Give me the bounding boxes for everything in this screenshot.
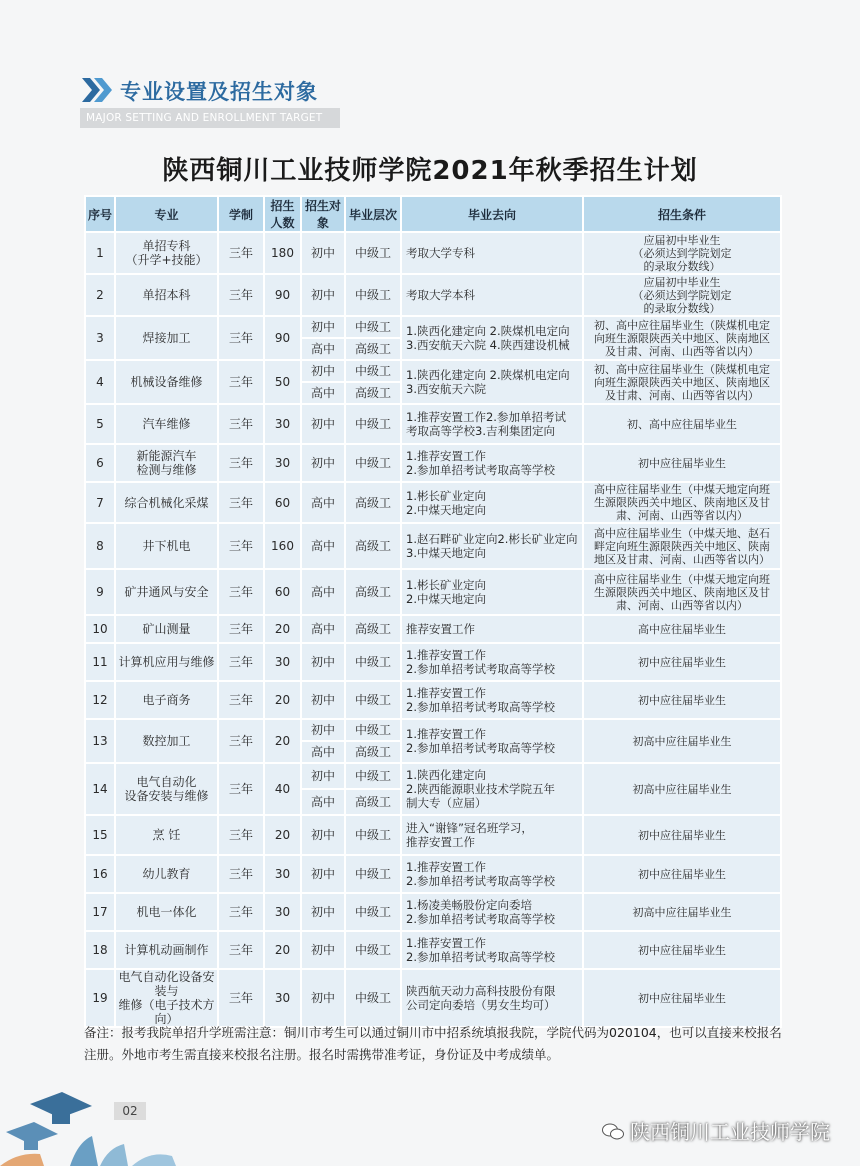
cell-number: 3: [85, 316, 115, 360]
cell-number: 8: [85, 523, 115, 569]
cell-major: 电气自动化设备安装与 维修（电子技术方向）: [115, 969, 218, 1027]
enrollment-table: [84, 195, 782, 1028]
cell-conditions: 初高中应往届毕业生: [583, 719, 781, 763]
cell-number: 19: [85, 969, 115, 1027]
cell-conditions: 初中应往届毕业生: [583, 444, 781, 482]
cell-major: 新能源汽车 检测与维修: [115, 444, 218, 482]
table-row: [85, 444, 781, 482]
cell-years: 三年: [218, 274, 264, 316]
table-row: [85, 969, 781, 1027]
cell-major: 电子商务: [115, 681, 218, 719]
column-header: 招生人数: [264, 196, 301, 232]
cell-destination: 1.陕西化建定向 2.陕煤机电定向 3.西安航天六院: [401, 360, 583, 404]
cell-major: 综合机械化采煤: [115, 482, 218, 523]
cell-level: 中级工: [345, 404, 401, 444]
cell-destination: 推荐安置工作: [401, 615, 583, 643]
cell-conditions: 初、高中应往届毕业生（陕煤机电定 向班生源限陕西关中地区、陕南地区 及甘肃、河南、山西等省以内）: [583, 360, 781, 404]
cell-target: 初中: [301, 444, 345, 482]
cell-number: 4: [85, 360, 115, 404]
cell-count: 60: [264, 569, 301, 615]
cell-conditions: 应届初中毕业生 （必须达到学院划定 的录取分数线）: [583, 274, 781, 316]
footnote: 备注：报考我院单招升学班需注意：铜川市考生可以通过铜川市中招系统填报我院，学院代码为020104，也可以直接来校报名注册。外地市考生需直接来校报名注册。报名时需携带准考证，身份证及中考成绩单。: [84, 1025, 782, 1062]
cell-conditions: 初、高中应往届毕业生（陕煤机电定 向班生源限陕西关中地区、陕南地区 及甘肃、河南、山西等省以内）: [583, 316, 781, 360]
table-row: [85, 482, 781, 523]
cell-level: 中级工: [345, 232, 401, 274]
cell-level: 中级工: [345, 719, 401, 741]
cell-number: 10: [85, 615, 115, 643]
cell-level: 高级工: [345, 382, 401, 404]
cell-number: 7: [85, 482, 115, 523]
table-row: [85, 360, 781, 382]
cell-destination: 1.推荐安置工作 2.参加单招考试考取高等学校: [401, 855, 583, 893]
cell-major: 矿井通风与安全: [115, 569, 218, 615]
page-number: 02: [114, 1102, 146, 1120]
cell-destination: 1.推荐安置工作 2.参加单招考试考取高等学校: [401, 681, 583, 719]
cell-count: 30: [264, 643, 301, 681]
cell-target: 初中: [301, 274, 345, 316]
cell-conditions: 应届初中毕业生 （必须达到学院划定 的录取分数线）: [583, 232, 781, 274]
cell-target: 初中: [301, 969, 345, 1027]
column-header: 专业: [115, 196, 218, 232]
table-row: [85, 893, 781, 931]
table-header-row: [85, 196, 781, 232]
cell-count: 60: [264, 482, 301, 523]
cell-destination: 1.杨凌美畅股份定向委培 2.参加单招考试考取高等学校: [401, 893, 583, 931]
wechat-icon: [602, 1123, 624, 1141]
column-header: 毕业去向: [401, 196, 583, 232]
cell-major: 数控加工: [115, 719, 218, 763]
cell-level: 中级工: [345, 444, 401, 482]
cell-destination: 1.陕西化建定向 2.陕西能源职业技术学院五年 制大专（应届）: [401, 763, 583, 815]
cell-number: 12: [85, 681, 115, 719]
table-row: [85, 569, 781, 615]
cell-level: 中级工: [345, 643, 401, 681]
column-header: 序号: [85, 196, 115, 232]
cell-number: 17: [85, 893, 115, 931]
table-row: [85, 815, 781, 855]
page-title: 陕西铜川工业技师学院2021年秋季招生计划: [162, 156, 698, 186]
cell-conditions: 高中应往届毕业生（中煤天地定向班 生源限陕西关中地区、陕南地区及甘 肃、河南、山西等省以内）: [583, 482, 781, 523]
cell-level: 中级工: [345, 815, 401, 855]
cell-count: 20: [264, 681, 301, 719]
cell-conditions: 高中应往届毕业生: [583, 615, 781, 643]
cell-number: 5: [85, 404, 115, 444]
cell-major: 机电一体化: [115, 893, 218, 931]
cell-count: 40: [264, 763, 301, 815]
cell-conditions: 初中应往届毕业生: [583, 815, 781, 855]
cell-level: 高级工: [345, 569, 401, 615]
cell-level: 高级工: [345, 789, 401, 815]
table-row: [85, 681, 781, 719]
cell-years: 三年: [218, 969, 264, 1027]
cell-level: 高级工: [345, 482, 401, 523]
cell-count: 30: [264, 444, 301, 482]
cell-years: 三年: [218, 615, 264, 643]
cell-number: 9: [85, 569, 115, 615]
cell-number: 18: [85, 931, 115, 969]
cell-years: 三年: [218, 482, 264, 523]
cell-number: 15: [85, 815, 115, 855]
watermark-text: 陕西铜川工业技师学院: [630, 1120, 830, 1144]
cell-target: 初中: [301, 719, 345, 741]
cell-count: 160: [264, 523, 301, 569]
cell-major: 烹 饪: [115, 815, 218, 855]
cell-years: 三年: [218, 643, 264, 681]
cell-level: 中级工: [345, 763, 401, 789]
cell-years: 三年: [218, 931, 264, 969]
table-row: [85, 615, 781, 643]
cell-major: 机械设备维修: [115, 360, 218, 404]
cell-destination: 考取大学本科: [401, 274, 583, 316]
cell-major: 井下机电: [115, 523, 218, 569]
cell-years: 三年: [218, 681, 264, 719]
table-row: [85, 274, 781, 316]
cell-conditions: 初中应往届毕业生: [583, 931, 781, 969]
cell-destination: 1.彬长矿业定向 2.中煤天地定向: [401, 482, 583, 523]
cell-destination: 1.推荐安置工作 2.参加单招考试考取高等学校: [401, 931, 583, 969]
table-row: [85, 523, 781, 569]
cell-count: 30: [264, 969, 301, 1027]
cell-destination: 陕西航天动力高科技股份有限 公司定向委培（男女生均可）: [401, 969, 583, 1027]
cell-years: 三年: [218, 719, 264, 763]
section-subtitle: MAJOR SETTING AND ENROLLMENT TARGET: [80, 108, 340, 128]
cell-target: 初中: [301, 815, 345, 855]
cell-years: 三年: [218, 523, 264, 569]
cell-target: 初中: [301, 763, 345, 789]
cell-number: 14: [85, 763, 115, 815]
cell-target: 初中: [301, 316, 345, 338]
cell-target: 初中: [301, 931, 345, 969]
cell-number: 13: [85, 719, 115, 763]
cell-years: 三年: [218, 815, 264, 855]
cell-target: 初中: [301, 855, 345, 893]
cell-destination: 1.陕西化建定向 2.陕煤机电定向 3.西安航天六院 4.陕西建设机械: [401, 316, 583, 360]
cell-conditions: 高中应往届毕业生（中煤天地、赵石 畔定向班生源限陕西关中地区、陕南 地区及甘肃、河南、山西等省以内）: [583, 523, 781, 569]
table-row: [85, 404, 781, 444]
cell-conditions: 初、高中应往届毕业生: [583, 404, 781, 444]
cell-major: 焊接加工: [115, 316, 218, 360]
cell-target: 初中: [301, 681, 345, 719]
cell-target: 初中: [301, 404, 345, 444]
cell-destination: 进入“谢锋”冠名班学习， 推荐安置工作: [401, 815, 583, 855]
table-body: [85, 232, 781, 1027]
table-row: [85, 855, 781, 893]
cell-count: 30: [264, 404, 301, 444]
cell-target: 初中: [301, 360, 345, 382]
cell-target: 高中: [301, 569, 345, 615]
cell-major: 单招专科 （升学+技能）: [115, 232, 218, 274]
cell-years: 三年: [218, 855, 264, 893]
cell-number: 2: [85, 274, 115, 316]
cell-destination: 1.彬长矿业定向 2.中煤天地定向: [401, 569, 583, 615]
cell-level: 中级工: [345, 931, 401, 969]
cell-number: 16: [85, 855, 115, 893]
cell-level: 高级工: [345, 741, 401, 763]
cell-conditions: 初中应往届毕业生: [583, 855, 781, 893]
cell-major: 计算机动画制作: [115, 931, 218, 969]
cell-target: 高中: [301, 789, 345, 815]
cell-level: 中级工: [345, 681, 401, 719]
cell-major: 单招本科: [115, 274, 218, 316]
cell-major: 汽车维修: [115, 404, 218, 444]
cell-conditions: 初高中应往届毕业生: [583, 893, 781, 931]
cell-number: 6: [85, 444, 115, 482]
cell-count: 20: [264, 615, 301, 643]
cell-count: 20: [264, 815, 301, 855]
cell-years: 三年: [218, 893, 264, 931]
cell-count: 50: [264, 360, 301, 404]
cell-years: 三年: [218, 569, 264, 615]
cell-target: 高中: [301, 523, 345, 569]
cell-count: 20: [264, 719, 301, 763]
cell-level: 高级工: [345, 338, 401, 360]
cell-years: 三年: [218, 360, 264, 404]
cell-destination: 1.推荐安置工作 2.参加单招考试考取高等学校: [401, 719, 583, 763]
cell-count: 20: [264, 931, 301, 969]
cell-conditions: 初高中应往届毕业生: [583, 763, 781, 815]
cell-number: 1: [85, 232, 115, 274]
cell-years: 三年: [218, 444, 264, 482]
cell-level: 中级工: [345, 274, 401, 316]
cell-years: 三年: [218, 763, 264, 815]
cell-conditions: 初中应往届毕业生: [583, 969, 781, 1027]
table-row: [85, 316, 781, 338]
section-title: 专业设置及招生对象: [120, 80, 318, 104]
cell-level: 高级工: [345, 523, 401, 569]
cell-conditions: 初中应往届毕业生: [583, 643, 781, 681]
cell-count: 90: [264, 274, 301, 316]
column-header: 学制: [218, 196, 264, 232]
table-row: [85, 643, 781, 681]
table-row: [85, 719, 781, 741]
cell-number: 11: [85, 643, 115, 681]
table-row: [85, 931, 781, 969]
cell-years: 三年: [218, 404, 264, 444]
cell-target: 高中: [301, 482, 345, 523]
cell-target: 高中: [301, 338, 345, 360]
cell-level: 高级工: [345, 615, 401, 643]
cell-destination: 1.推荐安置工作2.参加单招考试 考取高等学校3.吉利集团定向: [401, 404, 583, 444]
cell-target: 初中: [301, 643, 345, 681]
cell-destination: 考取大学专科: [401, 232, 583, 274]
cell-level: 中级工: [345, 969, 401, 1027]
cell-count: 30: [264, 893, 301, 931]
cell-target: 初中: [301, 893, 345, 931]
cell-count: 90: [264, 316, 301, 360]
cell-destination: 1.推荐安置工作 2.参加单招考试考取高等学校: [401, 444, 583, 482]
cell-target: 高中: [301, 615, 345, 643]
column-header: 毕业层次: [345, 196, 401, 232]
cell-major: 电气自动化 设备安装与维修: [115, 763, 218, 815]
cell-target: 高中: [301, 741, 345, 763]
cell-destination: 1.推荐安置工作 2.参加单招考试考取高等学校: [401, 643, 583, 681]
graduation-cap-decoration: [0, 1066, 200, 1166]
column-header: 招生对象: [301, 196, 345, 232]
cell-level: 中级工: [345, 316, 401, 338]
cell-level: 中级工: [345, 855, 401, 893]
cell-level: 中级工: [345, 360, 401, 382]
cell-target: 高中: [301, 382, 345, 404]
cell-count: 30: [264, 855, 301, 893]
cell-target: 初中: [301, 232, 345, 274]
double-chevron-icon: [82, 76, 118, 104]
cell-conditions: 初中应往届毕业生: [583, 681, 781, 719]
cell-years: 三年: [218, 316, 264, 360]
cell-count: 180: [264, 232, 301, 274]
cell-destination: 1.赵石畔矿业定向2.彬长矿业定向 3.中煤天地定向: [401, 523, 583, 569]
cell-conditions: 高中应往届毕业生（中煤天地定向班 生源限陕西关中地区、陕南地区及甘 肃、河南、山西等省以内）: [583, 569, 781, 615]
table-row: [85, 763, 781, 789]
cell-major: 计算机应用与维修: [115, 643, 218, 681]
cell-years: 三年: [218, 232, 264, 274]
column-header: 招生条件: [583, 196, 781, 232]
watermark: [602, 1116, 830, 1145]
cell-level: 中级工: [345, 893, 401, 931]
cell-major: 矿山测量: [115, 615, 218, 643]
table-row: [85, 232, 781, 274]
cell-major: 幼儿教育: [115, 855, 218, 893]
